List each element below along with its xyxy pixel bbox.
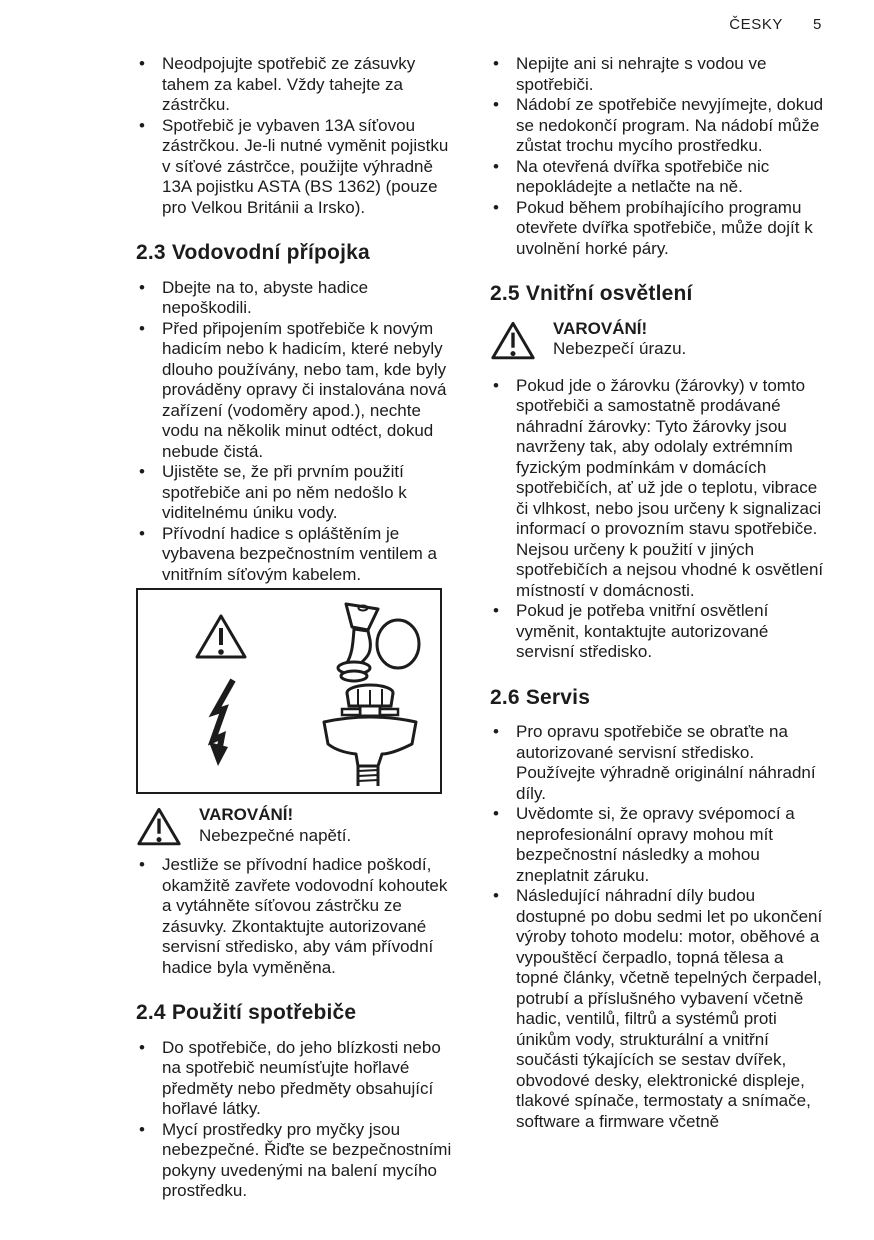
warning-text: [553, 319, 686, 360]
inlet-hose-valve-illustration: [308, 682, 428, 788]
list-item: • Nádobí ze spotřebiče nevyjímejte, dokud se nedokončí program. Na nádobí může zůstat trochu mycího prostředku.: [490, 95, 826, 157]
warning-triangle-icon: [490, 320, 536, 362]
page-number: 5: [813, 16, 822, 33]
warning-triangle-icon: [194, 612, 248, 662]
list-item: • Dbejte na to, abyste hadice nepoškodili.: [136, 278, 460, 319]
warning-title: VAROVÁNÍ!: [553, 318, 648, 338]
list-item: • Před připojením spotřebiče k novým hadicím nebo k hadicím, které nebyly dlouho používány, nebo tam, kde byly prováděny opravy či instalována nová zařízení (vodoměry apod.), nechte vodu na několik minut odtéct, dokud nebude čistá.: [136, 319, 460, 463]
list-item: • Pro opravu spotřebiče se obraťte na autorizované servisní středisko. Používejte výhradně originální náhradní díly.: [490, 722, 826, 804]
list-item: • Mycí prostředky pro myčky jsou nebezpečné. Řiďte se bezpečnostními pokyny uvedenými na balení mycího prostředku.: [136, 1120, 460, 1202]
warning-text: [199, 805, 351, 846]
list-item: • Na otevřená dvířka spotřebiče nic nepokládejte a netlačte na ně.: [490, 157, 826, 198]
list-item: • Jestliže se přívodní hadice poškodí, okamžitě zavřete vodovodní kohoutek a vytáhněte síťovou zástrčku ze zásuvky. Zkontaktujte autorizované servisní středisko, aby vám přívodní hadice byla vyměněna.: [136, 855, 460, 978]
list-item: • Uvědomte si, že opravy svépomocí a neprofesionální opravy mohou mít bezpečnostní následky a mohou zneplatnit záruku.: [490, 804, 826, 886]
section-2-4-bullet-list: [136, 1038, 460, 1202]
warning-block-injury: [490, 319, 826, 362]
intro-bullet-list: [490, 54, 826, 259]
section-title-2-3: 2.3 Vodovodní přípojka: [136, 241, 370, 264]
list-item: • Neodpojujte spotřebič ze zásuvky tahem za kabel. Vždy tahejte za zástrčku.: [136, 54, 460, 116]
water-tap-illustration: [316, 598, 426, 684]
page-header: [729, 16, 822, 33]
list-item: • Pokud je potřeba vnitřní osvětlení vyměnit, kontaktujte autorizované servisní středisko.: [490, 601, 826, 663]
section-2-3-bullet-list: [136, 278, 460, 586]
section-title-2-4: 2.4 Použití spotřebiče: [136, 1001, 357, 1024]
warning-subtitle: Nebezpečné napětí.: [199, 825, 352, 845]
warning-bullet-list: [136, 855, 460, 978]
language-label: ČESKY: [729, 16, 784, 33]
right-column: [490, 54, 826, 1132]
warning-title: VAROVÁNÍ!: [199, 805, 294, 824]
list-item: • Ujistěte se, že při prvním použití spotřebiče ani po něm nedošlo k viditelnému úniku vody.: [136, 462, 460, 524]
list-item: • Pokud jde o žárovku (žárovky) v tomto spotřebiči a samostatně prodávané náhradní žárovky: Tyto žárovky jsou navrženy tak, aby odolaly extrémním fyzickým podmínkám v domácích spotřebičích, ať už jde o teplotu, vibrace či vlhkost, nebo jsou určeny k signalizaci informací o provozním stavu spotřebiče. Nejsou určeny k použití v jiných spotřebičích a nejsou vhodné k osvětlení místností v domácnosti.: [490, 376, 826, 602]
section-title-2-5: 2.5 Vnitřní osvětlení: [490, 282, 693, 305]
list-item: • Následující náhradní díly budou dostupné po dobu sedmi let po ukončení výroby tohoto modelu: motor, oběhové a vypouštěcí čerpadlo, topná tělesa a topné články, včetně tepelných čerpadel, potrubí a příslušného vybavení včetně hadic, ventilů, filtrů a systémů proti únikům vody, strukturální a vnitřní součásti týkajících se sestav dvířek, obvodové desky, elektronické displeje, tlakové spínače, termostaty a snímače, software a firmware včetně: [490, 886, 826, 1132]
warning-subtitle: Nebezpečí úrazu.: [553, 339, 687, 358]
warning-block-voltage: [136, 805, 460, 848]
list-item: • Nepijte ani si nehrajte s vodou ve spotřebiči.: [490, 54, 826, 95]
section-title-2-6: 2.6 Servis: [490, 685, 591, 709]
electric-shock-icon: [206, 678, 242, 768]
section-2-5-bullet-list: [490, 376, 826, 663]
water-connection-figure: [136, 588, 442, 794]
left-column: [136, 54, 460, 1202]
list-item: • Spotřebič je vybaven 13A síťovou zástrčkou. Je-li nutné vyměnit pojistku v síťové zástrčce, použijte výhradně 13A pojistku ASTA (BS 1362) (pouze pro Velkou Británii a Irsko).: [136, 116, 460, 219]
list-item: • Do spotřebiče, do jeho blízkosti nebo na spotřebič neumísťujte hořlavé předměty nebo předměty obsahující hořlavé látky.: [136, 1038, 460, 1120]
warning-triangle-icon: [136, 806, 182, 848]
list-item: • Pokud během probíhajícího programu otevřete dvířka spotřebiče, může dojít k uvolnění horké páry.: [490, 198, 826, 260]
list-item: • Přívodní hadice s opláštěním je vybavena bezpečnostním ventilem a vnitřním síťovým kabelem.: [136, 524, 460, 586]
intro-bullet-list: [136, 54, 460, 218]
section-2-6-bullet-list: [490, 722, 826, 1132]
